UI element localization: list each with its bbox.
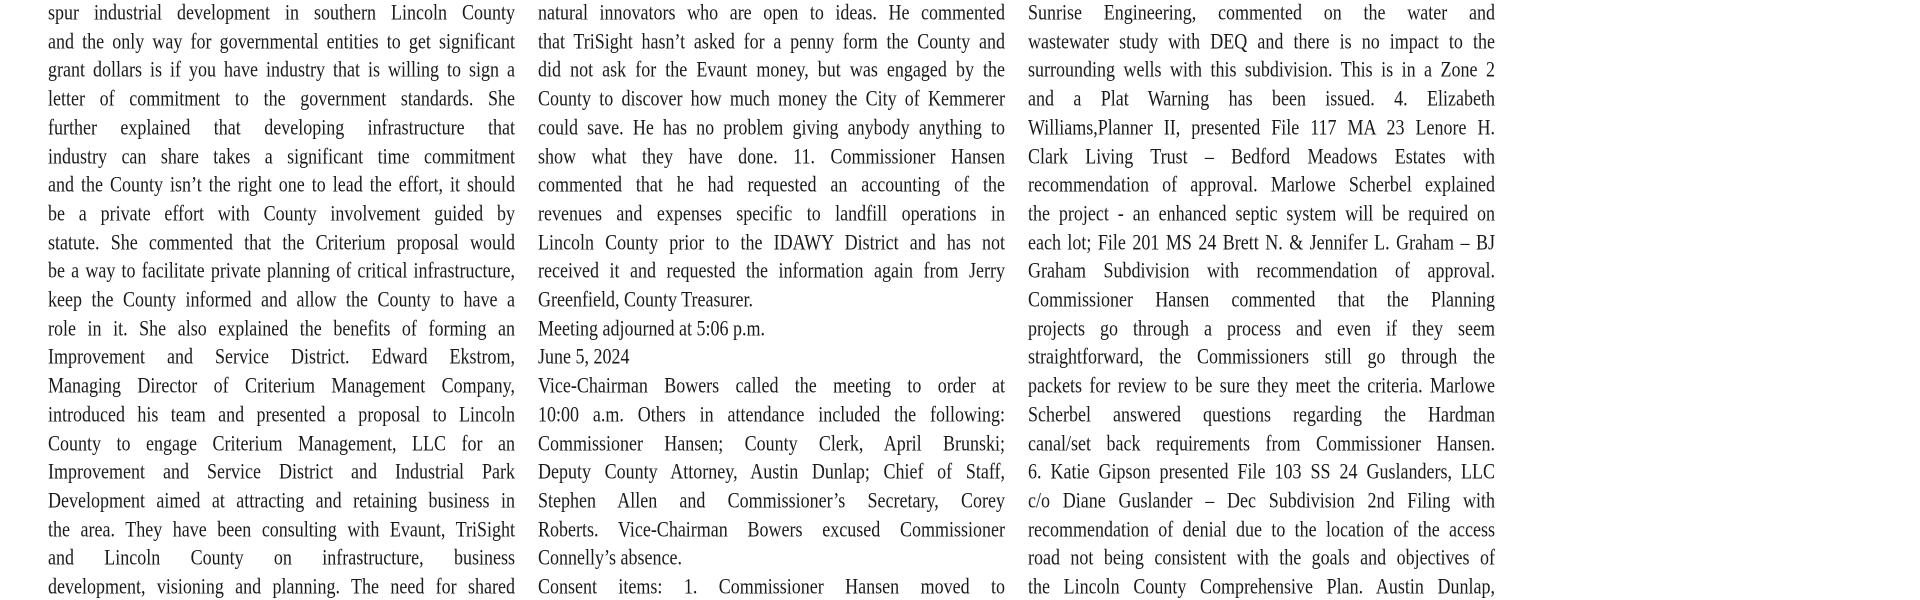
- text-line: [538, 288, 1005, 310]
- text-line: [538, 145, 1005, 167]
- text-line: [538, 374, 1005, 396]
- text-line-content: c/o Diane Guslander – Dec Subdivision 2nd Filing with: [1028, 487, 1495, 513]
- text-line-content: natural innovators who are open to ideas. He commented: [538, 0, 1005, 25]
- text-line-content: letter of commitment to the government standards. She: [48, 85, 515, 111]
- text-line: [48, 202, 515, 224]
- text-line-content: Scherbel answered questions regarding the Hardman: [1028, 401, 1495, 427]
- text-line-content: recommendation of denial due to the location of the access: [1028, 516, 1495, 542]
- text-line-content: Improvement and Service District. Edward Ekstrom,: [48, 343, 515, 369]
- text-line: [48, 432, 515, 454]
- text-line: [538, 403, 1005, 425]
- text-line: [538, 58, 1005, 80]
- text-line: [538, 259, 1005, 281]
- text-line-content: Managing Director of Criterium Management Company,: [48, 372, 515, 398]
- text-line: [48, 1, 515, 23]
- text-line: [538, 116, 1005, 138]
- text-line: [48, 575, 515, 597]
- text-line: [538, 460, 1005, 482]
- text-line: [48, 87, 515, 109]
- text-line: [1028, 403, 1495, 425]
- text-line-content: development, visioning and planning. The need for shared: [48, 573, 515, 599]
- text-line-content: Roberts. Vice-Chairman Bowers excused Commissioner: [538, 516, 1005, 542]
- text-line-content: the area. They have been consulting with Evaunt, TriSight: [48, 516, 515, 542]
- text-line-content: show what they have done. 11. Commissioner Hansen: [538, 143, 1005, 168]
- text-line: [48, 288, 515, 310]
- text-line: [1028, 202, 1495, 224]
- text-line-content: surrounding wells with this subdivision. This is in a Zone 2: [1028, 56, 1495, 82]
- text-line: [48, 546, 515, 568]
- text-line-content: introduced his team and presented a proposal to Lincoln: [48, 401, 515, 427]
- text-line-content: Greenfield, County Treasurer.: [538, 286, 753, 312]
- text-line: [48, 345, 515, 367]
- text-line-content: Williams,Planner II, presented File 117 MA 23 Lenore H.: [1028, 114, 1495, 140]
- text-line: [1028, 317, 1495, 339]
- text-line-content: could save. He has no problem giving anybody anything to: [538, 114, 1005, 140]
- text-line-content: Development aimed at attracting and retaining business in: [48, 487, 515, 513]
- text-line-content: June 5, 2024: [538, 343, 630, 369]
- text-line: [538, 231, 1005, 253]
- text-line-content: Graham Subdivision with recommendation of approval.: [1028, 257, 1495, 283]
- text-line-content: be a way to facilitate private planning of critical infrastructure,: [48, 257, 515, 283]
- text-line-content: industry can share takes a significant time commitment: [48, 143, 515, 168]
- text-line: [1028, 575, 1495, 597]
- text-line-content: wastewater study with DEQ and there is no impact to the: [1028, 28, 1495, 54]
- text-line-content: Clark Living Trust – Bedford Meadows Estates with: [1028, 143, 1495, 168]
- text-line: [538, 575, 1005, 597]
- text-line: [1028, 145, 1495, 167]
- text-line: [538, 1, 1005, 23]
- text-column-3: [1028, 0, 1495, 600]
- text-line-content: Connelly’s absence.: [538, 544, 682, 570]
- text-line: [48, 259, 515, 281]
- text-line-content: Lincoln County prior to the IDAWY District and has not: [538, 229, 1005, 255]
- text-line: [1028, 30, 1495, 52]
- text-line-content: and Lincoln County on infrastructure, business: [48, 544, 515, 570]
- text-line: [538, 202, 1005, 224]
- text-line: [1028, 231, 1495, 253]
- text-line-content: that TriSight hasn’t asked for a penny form the County and: [538, 28, 1005, 54]
- text-line: [48, 317, 515, 339]
- text-line-content: spur industrial development in southern Lincoln County: [48, 0, 515, 25]
- text-line-content: revenues and expenses specific to landfill operations in: [538, 200, 1005, 226]
- text-line-content: statute. She commented that the Criterium proposal would: [48, 229, 515, 255]
- text-line-content: Consent items: 1. Commissioner Hansen moved to: [538, 573, 1005, 599]
- text-line: [1028, 58, 1495, 80]
- text-line-content: be a private effort with County involvement guided by: [48, 200, 515, 226]
- text-line-content: role in it. She also explained the benefits of forming an: [48, 315, 515, 341]
- text-line-content: the Lincoln County Comprehensive Plan. Austin Dunlap,: [1028, 573, 1495, 599]
- text-line: [1028, 259, 1495, 281]
- text-line-content: the project - an enhanced septic system will be required on: [1028, 200, 1495, 226]
- text-line-content: 10:00 a.m. Others in attendance included the following:: [538, 401, 1005, 427]
- text-line: [48, 145, 515, 167]
- text-line-content: Improvement and Service District and Industrial Park: [48, 458, 515, 484]
- text-line-content: keep the County informed and allow the County to have a: [48, 286, 515, 312]
- text-line-content: canal/set back requirements from Commissioner Hansen.: [1028, 430, 1495, 455]
- text-line: [1028, 432, 1495, 454]
- text-line-content: County to discover how much money the City of Kemmerer: [538, 85, 1005, 111]
- text-line: [48, 116, 515, 138]
- text-line-content: recommendation of approval. Marlowe Scherbel explained: [1028, 171, 1495, 197]
- text-line-content: and the only way for governmental entities to get significant: [48, 28, 515, 54]
- text-line: [538, 518, 1005, 540]
- text-line: [1028, 87, 1495, 109]
- text-line-content: straightforward, the Commissioners still go through the: [1028, 343, 1495, 369]
- text-column-2: [538, 0, 1005, 600]
- text-line: [48, 403, 515, 425]
- text-line: [538, 87, 1005, 109]
- text-line-content: County to engage Criterium Management, LLC for an: [48, 430, 515, 455]
- text-line-content: road not being consistent with the goals and objectives of: [1028, 544, 1495, 570]
- text-line: [1028, 518, 1495, 540]
- text-line: [538, 489, 1005, 511]
- text-line-content: 6. Katie Gipson presented File 103 SS 24 Guslanders, LLC: [1028, 458, 1495, 484]
- text-line: [48, 231, 515, 253]
- text-line-content: Commissioner Hansen commented that the Planning: [1028, 286, 1495, 312]
- text-line-content: projects go through a process and even if they seem: [1028, 315, 1495, 341]
- text-line: [1028, 460, 1495, 482]
- text-line: [538, 345, 1005, 367]
- text-line: [48, 460, 515, 482]
- text-line: [538, 546, 1005, 568]
- text-line: [48, 30, 515, 52]
- text-line-content: commented that he had requested an accounting of the: [538, 171, 1005, 197]
- text-line: [1028, 345, 1495, 367]
- text-line-content: further explained that developing infrastructure that: [48, 114, 515, 140]
- text-line-content: Sunrise Engineering, commented on the water and: [1028, 0, 1495, 25]
- text-line-content: did not ask for the Evaunt money, but was engaged by the: [538, 56, 1005, 82]
- text-line: [538, 173, 1005, 195]
- text-line: [48, 58, 515, 80]
- text-line: [1028, 489, 1495, 511]
- text-line-content: packets for review to be sure they meet the criteria. Marlowe: [1028, 372, 1495, 398]
- text-line: [538, 30, 1005, 52]
- text-line-content: Deputy County Attorney, Austin Dunlap; Chief of Staff,: [538, 458, 1005, 484]
- text-line-content: Stephen Allen and Commissioner’s Secretary, Corey: [538, 487, 1005, 513]
- text-line-content: Vice-Chairman Bowers called the meeting to order at: [538, 372, 1005, 398]
- text-line: [1028, 546, 1495, 568]
- text-line-content: Meeting adjourned at 5:06 p.m.: [538, 315, 765, 341]
- text-line: [48, 518, 515, 540]
- text-line-content: and a Plat Warning has been issued. 4. Elizabeth: [1028, 85, 1495, 111]
- text-line: [48, 173, 515, 195]
- text-line-content: grant dollars is if you have industry that is willing to sign a: [48, 56, 515, 82]
- text-line: [1028, 116, 1495, 138]
- text-line: [1028, 288, 1495, 310]
- text-line: [538, 432, 1005, 454]
- text-line: [48, 374, 515, 396]
- text-line-content: received it and requested the information again from Jerry: [538, 257, 1005, 283]
- text-line-content: and the County isn’t the right one to lead the effort, it should: [48, 171, 515, 197]
- text-line-content: Commissioner Hansen; County Clerk, April Brunski;: [538, 430, 1005, 455]
- text-line: [1028, 173, 1495, 195]
- text-line: [538, 317, 1005, 339]
- text-line-content: each lot; File 201 MS 24 Brett N. & Jennifer L. Graham – BJ: [1028, 229, 1495, 255]
- text-line: [1028, 1, 1495, 23]
- text-column-1: [48, 0, 515, 600]
- text-line: [48, 489, 515, 511]
- text-line: [1028, 374, 1495, 396]
